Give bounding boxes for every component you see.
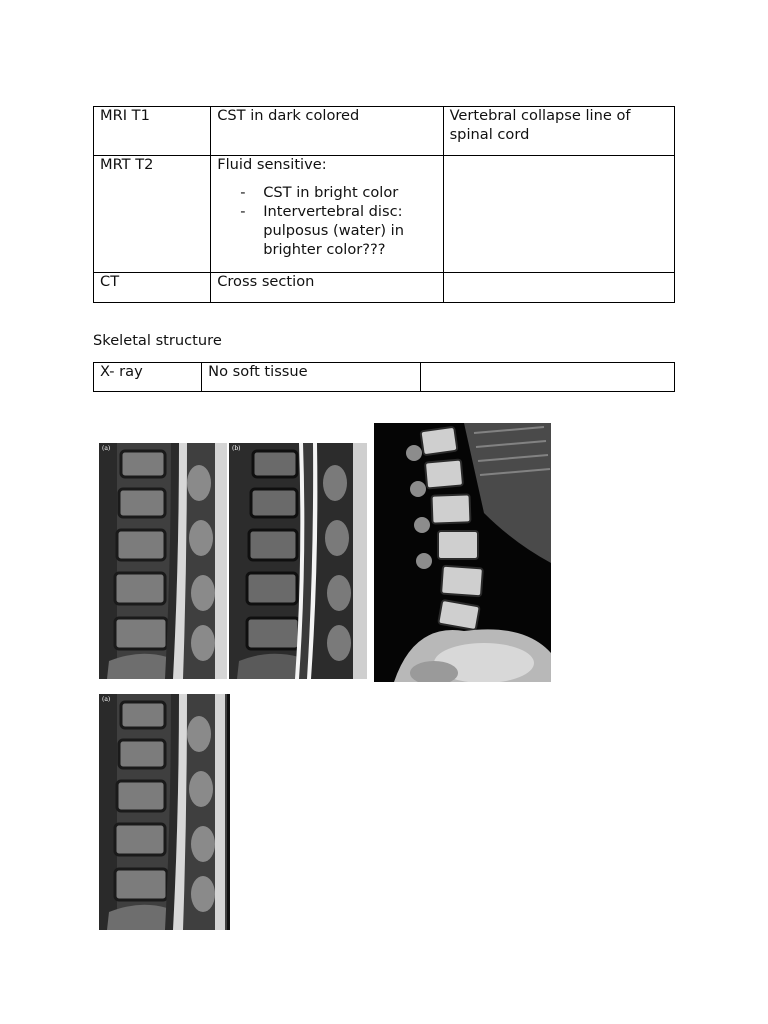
bullet-list: [217, 183, 436, 259]
modality-cell: [94, 363, 202, 392]
figure-label: (a): [102, 445, 111, 452]
figure-label: (b): [232, 445, 241, 452]
lumbar-xray-image: [374, 423, 551, 682]
modality-text: MRT T2: [100, 156, 154, 173]
section-heading: Skeletal structure: [93, 332, 222, 349]
imaging-modalities-table: [93, 106, 675, 303]
modality-cell: [94, 156, 211, 273]
skeletal-structure-table: [93, 362, 675, 392]
notes-cell: [443, 107, 674, 156]
notes-cell: [443, 156, 674, 273]
modality-text: CT: [100, 273, 120, 290]
bullet-item: - Intervertebral disc: pulposus (water) in brighter color???: [217, 202, 436, 259]
mri-t1-sagittal-repeat-image: [99, 694, 230, 930]
description-cell: [202, 363, 420, 392]
description-text: Fluid sensitive:: [217, 156, 327, 173]
description-cell: [211, 156, 443, 273]
description-cell: [211, 107, 443, 156]
description-text: CST in dark colored: [217, 107, 360, 124]
description-text: Cross section: [217, 273, 315, 290]
description-cell: [211, 273, 443, 303]
notes-cell: [443, 273, 674, 303]
bullet-item: - CST in bright color: [217, 183, 436, 202]
modality-cell: [94, 107, 211, 156]
mri-t1-sagittal-image: [99, 443, 227, 679]
modality-text: X- ray: [100, 363, 143, 380]
modality-text: MRI T1: [100, 107, 150, 124]
table-row: [94, 156, 675, 273]
modality-cell: [94, 273, 211, 303]
figure-label: (a): [102, 696, 111, 703]
notes-text: Vertebral collapse line of spinal cord: [449, 107, 631, 143]
table-row: [94, 363, 675, 392]
table-row: [94, 107, 675, 156]
description-text: No soft tissue: [208, 363, 308, 380]
table-row: [94, 273, 675, 303]
mri-t2-sagittal-image: [229, 443, 367, 679]
notes-cell: [420, 363, 674, 392]
